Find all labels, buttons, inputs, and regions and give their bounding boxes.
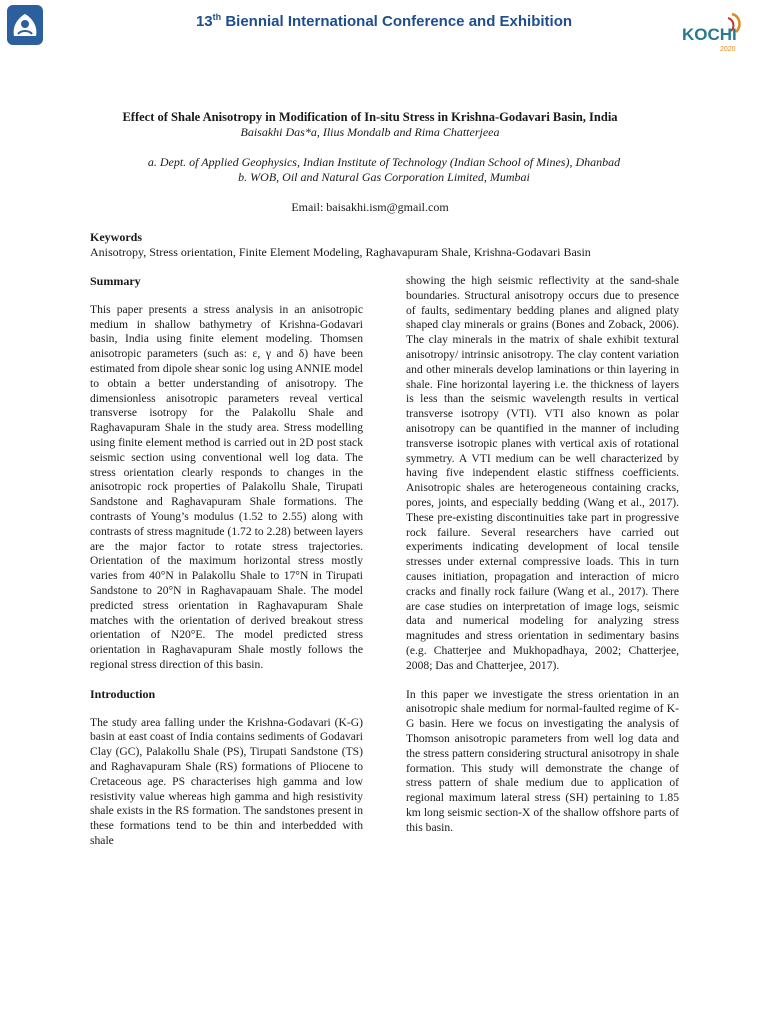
conference-ordinal-suffix: th (212, 12, 222, 22)
conference-title (0, 12, 768, 30)
summary-heading: Summary (90, 274, 141, 288)
conference-name: Biennial International Conference and Exhibition (225, 13, 573, 30)
introduction-text: The study area falling under the Krishna-Godavari (K-G) basin at east coast of India contains sediments of Godavari Clay (GC), Palakollu Shale (PS), Tirupati Sandstone (TS) and Raghavapuram Shale (RS) formations of Pliocene to Cretaceous age. PS characterises high gamma and low resistivity value whereas high gamma and high resistivity shale exists in the RS formation. The sandstones present in these formations tend to be thin and interbedded with shale (90, 715, 363, 847)
keywords-text: Anisotropy, Stress orientation, Finite Element Modeling, Raghavapuram Shale, Krishna-Godavari Basin (90, 245, 591, 259)
affiliation-a: a. Dept. of Applied Geophysics, Indian Institute of Technology (Indian School of Mines), Dhanbad (147, 155, 621, 169)
email-line: Email: baisakhi.ism@gmail.com (291, 200, 449, 214)
introduction-heading: Introduction (90, 686, 156, 701)
conference-ordinal: 13 (195, 13, 213, 30)
summary-text: This paper presents a stress analysis in an anisotropic medium in shallow bathymetry of Krishna-Godavari basin, India using finite element modeling. Thomsen anisotropic parameters (such as: ε, γ and δ) have been estimated from dipole shear sonic log using ANNIE model to obtain a better understanding of anisotropy. The dimensionless anisotropic parameters reveal vertical transverse isotropy for the Palakollu Shale and Raghavapuram Shale in the study area. Stress modelling using finite element method is carried out in 2D post stack seismic section using conventional well log data. The stress orientation clearly responds to changes in the anisotropic rock properties of Palakollu Shale, Tirupati Sandstone and Raghavapuram Shale formations. The contrasts of Young’s modulus (1.52 to 2.55) along with contrasts of stress magnitude (1.72 to 2.28) between layers are the major factor to rotate stress trajectories. Orientation of the maximum horizontal stress mostly varies from 40°N in Palakollu Shale to 17°N in Tirupati Sandstone to 20°N in Raghavapauam Shale. The model predicted stress orientation in Raghavapuram Shale matches with the orientation of derived breakout stress orientation of N20°E. The model predicted stress orientation in Raghavapuram Shale mostly follows the regional stress direction of this basin. (90, 302, 363, 671)
paper-title: Effect of Shale Anisotropy in Modification of In-situ Stress in Krishna-Godavari Basin, India (122, 110, 618, 124)
keywords-heading: Keywords (90, 230, 142, 244)
left-column (90, 274, 363, 863)
svg-text:2020: 2020 (720, 46, 736, 53)
right-paragraph-2: In this paper we investigate the stress orientation in an anisotropic shale medium for normal-faulted regime of K-G basin. Here we focus on investigating the analysis of Thomson anisotropic parameters from well log data and the stress pattern considering structural anisotropy in shale formation. This study will demonstrate the change of stress pattern of shale medium due to application of regional maximum lateral stress (SH) pertaining to 1.85 km long seismic section-X of the shallow offshore parts of this basin. (406, 687, 679, 834)
right-paragraph-1: showing the high seismic reflectivity at the sand-shale boundaries. Structural anisotropy occurs due to presence of faults, sedimentary bedding planes and aligned platy shaped clay minerals or grains (Bones and Zoback, 2006). The clay minerals in the matrix of shale exhibit textural anisotropy/ intrinsic anisotropy. The clay content variation and other minerals develop laminations or thin layering in shale. Fine horizontal layering i.e. the thickness of layers is less than the seismic wavelength results in vertical transverse isotropy (VTI). VTI also known as polar anisotropy can be quantified in the manner of including transverse isotropic planes with vertical axis of rotational symmetry. A VTI medium can be well characterized by having five independent elastic stiffness coefficients. Anisotropic shales are heterogeneous containing cracks, pores, joints, and especially bedding (Wang et al., 2017). These pre-existing discontinuities take part in progressive rock failure. Several researchers have carried out experiments indicating development of local tensile stresses under external compressive loads. This in turn causes initiation, propagation and interaction of micro cracks and finally rock failure (Wang et al., 2017). There are case studies on interpretation of image logs, seismic data and numerical modeling for analyzing stress magnitudes and stress orientation in sedimentary basins (e.g. Chatterjee and Mukhopadhaya, 2002; Chatterjee, 2008; Das and Chatterjee, 2017). (406, 274, 679, 672)
affiliation-b: b. WOB, Oil and Natural Gas Corporation Limited, Mumbai (238, 170, 530, 184)
svg-text:KOCHI: KOCHI (682, 25, 737, 44)
right-column (406, 274, 679, 849)
paper-authors: Baisakhi Das*a, Ilius Mondalb and Rima Chatterjeea (240, 125, 500, 139)
kochi-logo (680, 10, 752, 54)
